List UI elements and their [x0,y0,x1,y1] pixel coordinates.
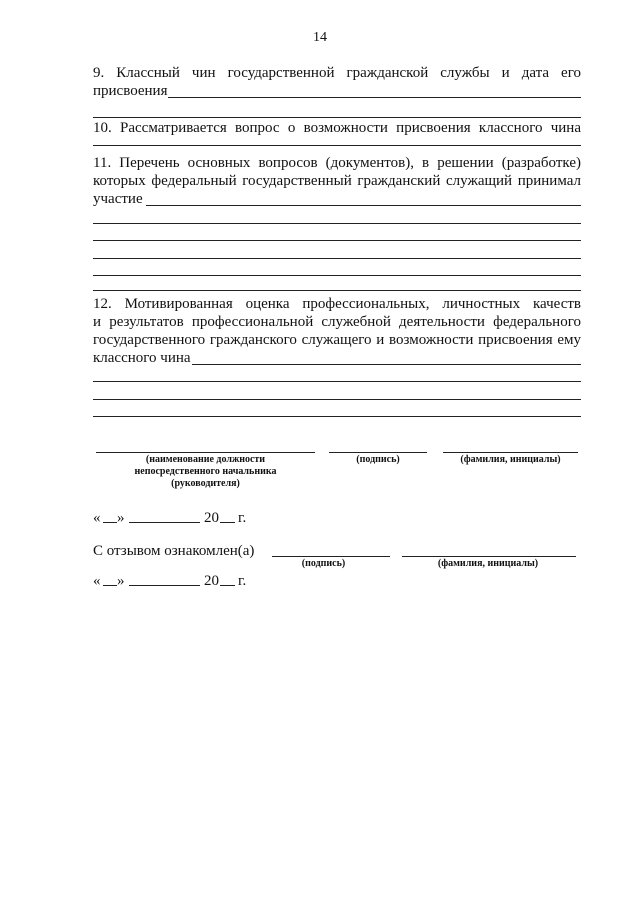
date2-suffix: г. [238,573,247,589]
item11-answer-line-4[interactable] [93,258,581,259]
date1-year-prefix: 20 [204,510,219,526]
ack-caption-signature: (подпись) [301,558,346,569]
date1-year-line[interactable] [220,522,235,523]
date2-year-prefix: 20 [204,573,219,589]
caption-signature: (подпись) [356,454,400,465]
item10-answer-line[interactable] [93,145,581,146]
item11-answer-line-3[interactable] [93,240,581,241]
ack-name-line[interactable] [402,556,576,557]
ack-signature-line[interactable] [272,556,390,557]
item11-line2: которых федеральный государственный гражданский служащий принимал [93,173,581,189]
item9-answer-line[interactable] [168,97,581,98]
item12-line1: 12. Мотивированная оценка профессиональных, личностных качеств [93,296,581,312]
item11-answer-line-1[interactable] [146,205,581,206]
item11-answer-line-5[interactable] [93,275,581,276]
supervisor-position-line[interactable] [96,452,315,453]
item12-line4: классного чина [93,350,191,366]
date2-open-quote: « [93,573,101,589]
item12-answer-line-4[interactable] [93,416,581,417]
date1-open-quote: « [93,510,101,526]
item10-text: 10. Рассматривается вопрос о возможности присвоения классного чина [93,120,581,136]
item11-answer-line-6[interactable] [93,290,581,291]
item11-line3: участие [93,191,143,207]
item12-answer-line-2[interactable] [93,381,581,382]
date2-year-line[interactable] [220,585,235,586]
item11-line1: 11. Перечень основных вопросов (документов), в решении (разработке) [93,155,581,171]
item9-answer-line-2[interactable] [93,117,581,118]
caption-position-2: непосредственного начальника [134,466,277,477]
ack-caption-name: (фамилия, инициалы) [437,558,539,569]
date2-close-quote: » [117,573,125,589]
item12-answer-line-1[interactable] [192,364,581,365]
item9-line1: 9. Классный чин государственной гражданской службы и дата его [93,65,581,81]
date2-month-line[interactable] [129,585,200,586]
item12-line2: и результатов профессиональной служебной деятельности федерального [93,314,581,330]
caption-name: (фамилия, инициалы) [460,454,561,465]
date1-suffix: г. [238,510,247,526]
date2-day-line[interactable] [103,585,117,586]
caption-position-3: (руководителя) [171,478,240,489]
item9-line2: присвоения [93,83,168,99]
date1-day-line[interactable] [103,522,117,523]
date1-month-line[interactable] [129,522,200,523]
item12-line3: государственного гражданского служащего и возможности присвоения ему [93,332,581,348]
supervisor-name-line[interactable] [443,452,578,453]
supervisor-signature-line[interactable] [329,452,427,453]
item12-answer-line-3[interactable] [93,399,581,400]
acknowledgement-label: С отзывом ознакомлен(а) [93,543,255,559]
caption-position-1: (наименование должности [145,454,266,465]
date1-close-quote: » [117,510,125,526]
page-number: 14 [313,30,327,45]
item11-answer-line-2[interactable] [93,223,581,224]
